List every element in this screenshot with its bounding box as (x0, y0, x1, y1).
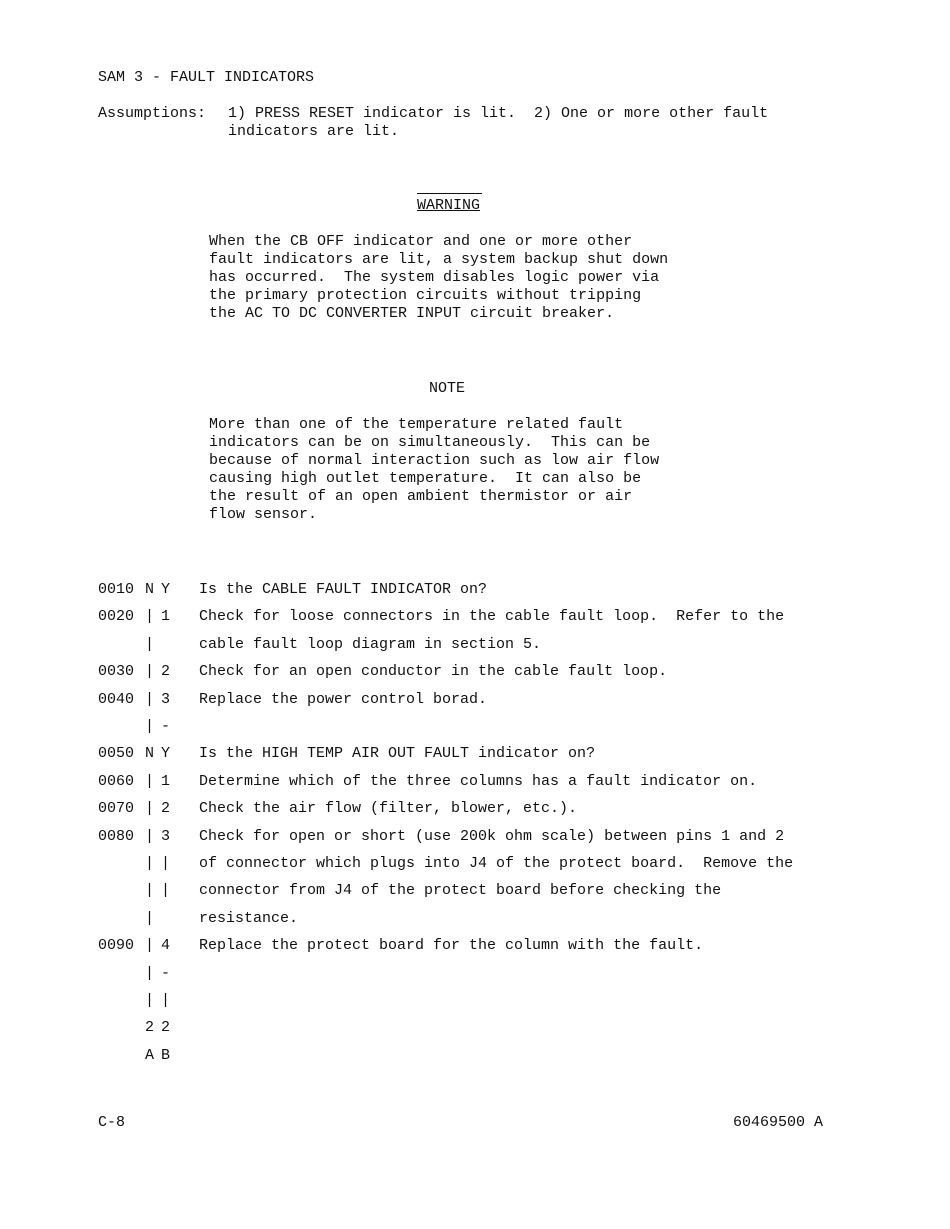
procedure-row (0, 718, 950, 745)
no-branch: | (145, 663, 155, 681)
step-text: of connector which plugs into J4 of the protect board. Remove the (199, 855, 794, 872)
procedure-row (0, 828, 950, 855)
yes-branch: - (161, 718, 171, 735)
page-number: C-8 (98, 1114, 126, 1131)
step-number: 0040 (98, 690, 135, 708)
no-branch: | (145, 937, 155, 955)
no-branch: | (145, 992, 155, 1009)
step-text: resistance. (199, 909, 299, 927)
step-text: Check for open or short (use 200k ohm scale) between pins 1 and 2 (199, 827, 785, 845)
note-body: More than one of the temperature related fault indicators can be on simultaneously. This can be because of normal interaction such as low air flow causing high outlet temperature. It can also be the result of an open ambient thermistor or air flow sensor. (209, 416, 660, 523)
yes-branch: 1 (161, 608, 171, 626)
warning-body: When the CB OFF indicator and one or more other fault indicators are lit, a system backup shut down has occurred. The system disables logic power via the primary protection circuits without tripping the AC TO DC CONVERTER INPUT circuit breaker. (209, 233, 669, 322)
procedure-row (0, 608, 950, 635)
page-title: SAM 3 - FAULT INDICATORS (98, 69, 315, 86)
yes-branch: 3 (161, 827, 171, 845)
step-number: 0070 (98, 800, 135, 818)
step-text: Replace the power control borad. (199, 690, 488, 708)
procedure-row (0, 992, 950, 1019)
step-number: 0080 (98, 827, 135, 845)
step-text: Check for an open conductor in the cable fault loop. (199, 663, 668, 681)
no-branch: | (145, 882, 155, 900)
procedure-row (0, 910, 950, 937)
step-number: 0050 (98, 745, 135, 763)
step-number: 0010 (98, 581, 135, 598)
procedure-row (0, 882, 950, 909)
procedure-row (0, 855, 950, 882)
step-text: Replace the protect board for the column with the fault. (199, 937, 704, 955)
yes-branch: 2 (161, 663, 171, 681)
yes-branch: B (161, 1046, 171, 1064)
no-branch: N (145, 745, 155, 763)
yes-branch: | (161, 882, 171, 900)
yes-branch: 2 (161, 1019, 171, 1037)
note-heading: NOTE (429, 380, 466, 397)
yes-branch: | (161, 855, 171, 872)
procedure-row (0, 937, 950, 964)
no-branch: 2 (145, 1019, 155, 1037)
no-branch: | (145, 718, 155, 735)
step-text: connector from J4 of the protect board before checking the (199, 882, 722, 900)
assumptions-text: 1) PRESS RESET indicator is lit. 2) One or more other fault indicators are lit. (228, 105, 769, 140)
step-number: 0090 (98, 937, 135, 955)
procedure-row (0, 581, 950, 608)
procedure-row (0, 691, 950, 718)
document-number: 60469500 A (733, 1114, 824, 1131)
step-text: cable fault loop diagram in section 5. (199, 635, 542, 653)
no-branch: | (145, 964, 155, 982)
warning-overline (417, 193, 482, 194)
procedure-row (0, 800, 950, 827)
procedure-row (0, 1019, 950, 1046)
procedure-row (0, 1047, 950, 1074)
step-number: 0030 (98, 663, 135, 681)
yes-branch: - (161, 964, 171, 982)
no-branch: | (145, 855, 155, 872)
warning-heading: WARNING (417, 197, 481, 214)
step-text: Is the HIGH TEMP AIR OUT FAULT indicator on? (199, 745, 596, 763)
yes-branch: Y (161, 581, 171, 598)
no-branch: | (145, 772, 155, 790)
procedure-row (0, 636, 950, 663)
no-branch: | (145, 827, 155, 845)
no-branch: N (145, 581, 155, 598)
procedure-row (0, 965, 950, 992)
assumptions-label: Assumptions: (98, 105, 207, 122)
yes-branch: Y (161, 745, 171, 763)
step-text: Check the air flow (filter, blower, etc.). (199, 800, 578, 818)
procedure-row (0, 745, 950, 772)
procedure-row (0, 663, 950, 690)
step-text: Determine which of the three columns has a fault indicator on. (199, 772, 758, 790)
no-branch: | (145, 800, 155, 818)
yes-branch: | (161, 992, 171, 1009)
step-number: 0060 (98, 772, 135, 790)
step-number: 0020 (98, 608, 135, 626)
yes-branch: 2 (161, 800, 171, 818)
yes-branch: 1 (161, 772, 171, 790)
no-branch: A (145, 1046, 155, 1064)
yes-branch: 4 (161, 937, 171, 955)
step-text: Check for loose connectors in the cable fault loop. Refer to the (199, 608, 785, 626)
procedure-row (0, 773, 950, 800)
no-branch: | (145, 608, 155, 626)
yes-branch: 3 (161, 690, 171, 708)
no-branch: | (145, 909, 155, 927)
step-text: Is the CABLE FAULT INDICATOR on? (199, 581, 488, 598)
no-branch: | (145, 635, 155, 653)
no-branch: | (145, 690, 155, 708)
